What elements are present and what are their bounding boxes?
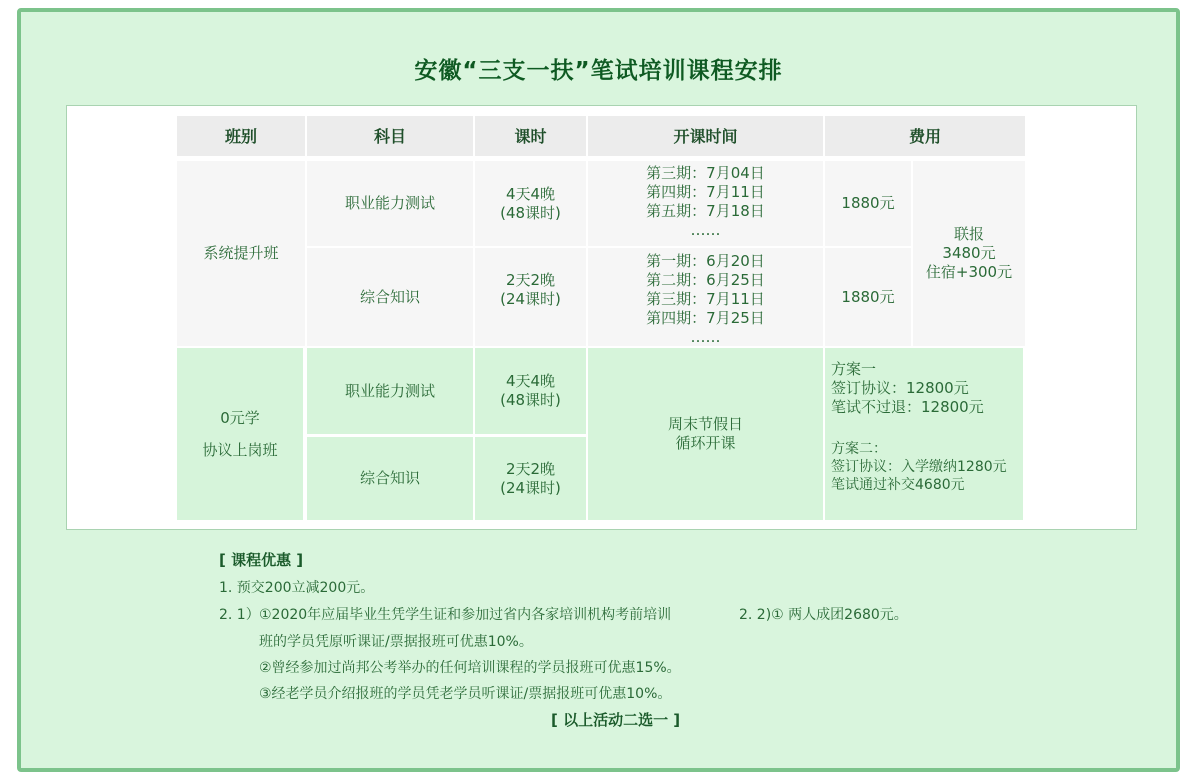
fee-plans-cell <box>825 348 1023 520</box>
plan-line: 签订协议：入学缴纳1280元 <box>831 459 1007 475</box>
hours-cell <box>475 248 586 346</box>
hours-line: 2天2晚 <box>505 271 556 289</box>
dates-cell <box>588 248 823 346</box>
header-subject: 科目 <box>307 116 473 156</box>
combo-line: 3480元 <box>942 244 996 262</box>
class-name-line: 0元学 <box>220 408 260 427</box>
hours-cell <box>475 161 586 246</box>
header-fee: 费用 <box>825 116 1025 156</box>
subject-cell: 综合知识 <box>307 437 473 520</box>
combo-line: 住宿+300元 <box>925 263 1013 281</box>
date-line: 第四期：7月25日 <box>646 309 765 327</box>
schedule-panel <box>66 105 1137 530</box>
date-line: …… <box>690 221 721 239</box>
header-start-time: 开课时间 <box>588 116 823 156</box>
plan-line: 方案一 <box>831 360 877 378</box>
header-class: 班别 <box>177 116 305 156</box>
subject-cell: 职业能力测试 <box>307 161 473 246</box>
note-item: ③经老学员介绍报班的学员凭老学员听课证/票据报班可优惠10%。 <box>259 686 672 702</box>
class-name-cell: 系统提升班 <box>177 161 305 346</box>
hours-cell <box>475 348 586 434</box>
schedule-line: 循环开课 <box>675 434 736 452</box>
plan-line: 笔试不过退：12800元 <box>831 398 984 416</box>
date-line: 第二期：6月25日 <box>646 271 765 289</box>
hours-line: (48课时) <box>500 391 561 409</box>
combo-line: 联报 <box>953 225 984 243</box>
hours-line: (48课时) <box>500 203 561 222</box>
subject-cell: 综合知识 <box>307 248 473 346</box>
date-line: 第四期：7月11日 <box>646 183 765 201</box>
note-item: ②曾经参加过尚邦公考举办的任何培训课程的学员报班可优惠15%。 <box>259 660 681 676</box>
note-item: 班的学员凭原听课证/票据报班可优惠10%。 <box>259 634 533 650</box>
schedule-cell <box>588 348 823 520</box>
note-item: 1. 预交200立减200元。 <box>219 580 375 596</box>
plan-line: 方案二： <box>831 441 887 457</box>
notes-heading: [ 课程优惠 ] <box>219 551 304 569</box>
plan-line: 签订协议：12800元 <box>831 379 969 397</box>
class-name-line: 协议上岗班 <box>202 440 278 459</box>
notes-footer: [ 以上活动二选一 ] <box>551 711 681 729</box>
combo-fee-cell <box>913 161 1025 346</box>
note-item: ①2020年应届毕业生凭学生证和参加过省内各家培训机构考前培训 <box>259 607 672 623</box>
header-hours: 课时 <box>475 116 586 156</box>
hours-cell <box>475 437 586 520</box>
plan-line: 笔试通过补交4680元 <box>831 477 965 493</box>
hours-line: 4天4晚 <box>505 184 556 203</box>
note-item-label: 2. 1） <box>219 607 260 623</box>
hours-line: (24课时) <box>500 478 561 497</box>
page-frame <box>17 8 1180 772</box>
fee-cell: 1880元 <box>825 248 911 346</box>
schedule-line: 周末节假日 <box>667 415 743 433</box>
date-line: 第五期：7月18日 <box>646 202 765 220</box>
date-line: …… <box>690 328 721 346</box>
date-line: 第一期：6月20日 <box>646 252 765 270</box>
subject-cell: 职业能力测试 <box>307 348 473 434</box>
date-line: 第三期：7月11日 <box>646 290 765 308</box>
date-line: 第三期：7月04日 <box>646 164 765 182</box>
hours-line: (24课时) <box>500 290 561 308</box>
hours-line: 2天2晚 <box>505 459 556 478</box>
page-title: 安徽“三支一扶”笔试培训课程安排 <box>414 58 783 84</box>
note-item: 2. 2)① 两人成团2680元。 <box>739 607 908 623</box>
fee-cell: 1880元 <box>825 161 911 246</box>
dates-cell <box>588 161 823 246</box>
hours-line: 4天4晚 <box>505 372 556 390</box>
class-name-cell <box>177 348 303 520</box>
